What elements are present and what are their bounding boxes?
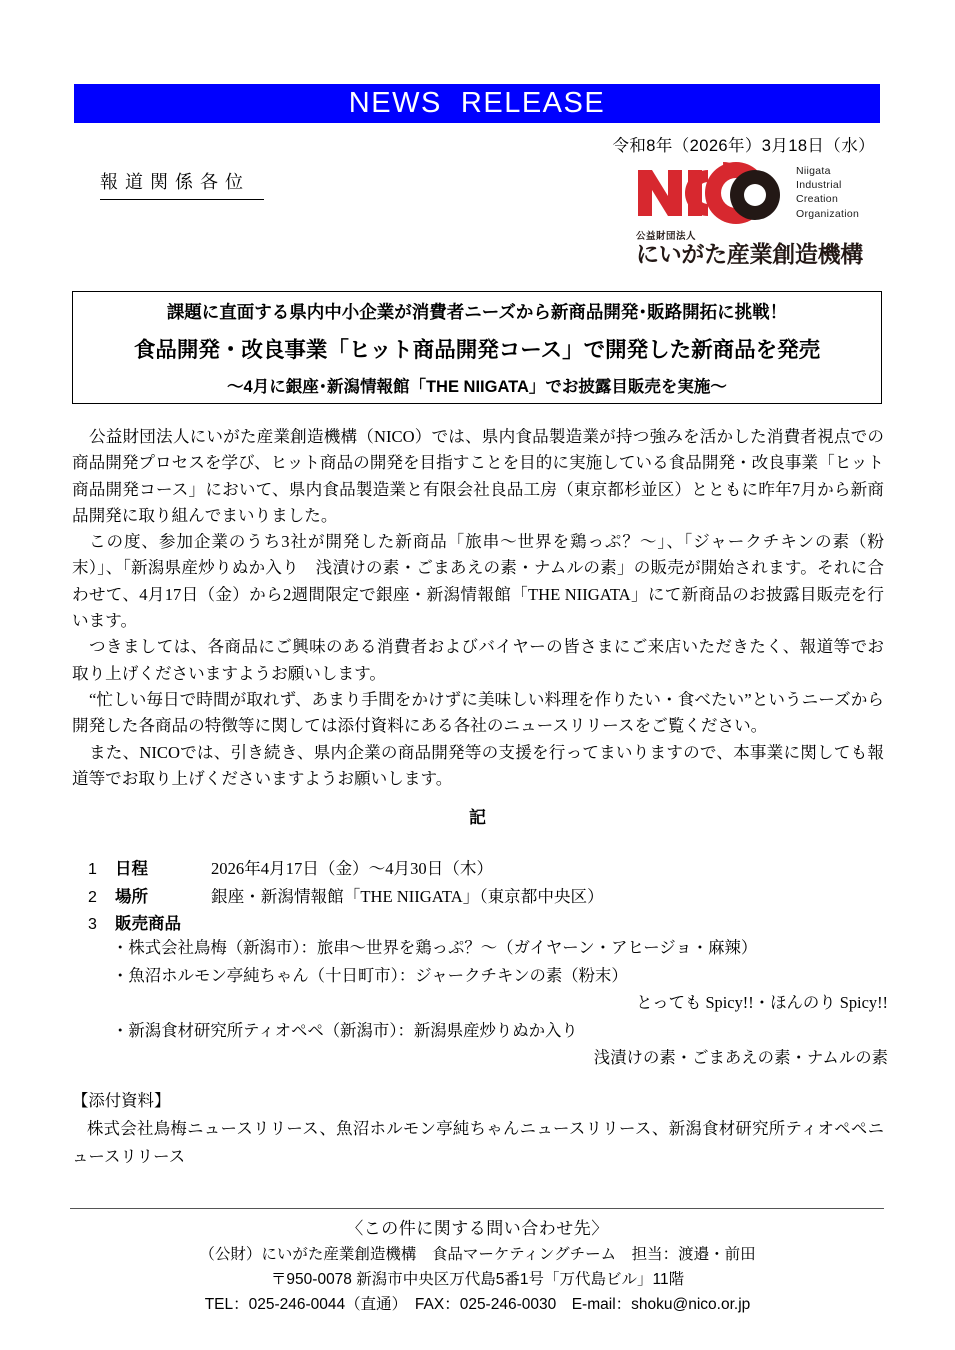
- logo-jp-large: にいがた産業創造機構: [636, 241, 864, 267]
- item-number: 2: [88, 889, 97, 906]
- details-list: [88, 855, 918, 938]
- logo-english-text: [796, 164, 859, 221]
- item-value: 2026年4月17日（金）〜4月30日（木）: [211, 859, 494, 878]
- headline-main: 食品開発・改良事業「ヒット商品開発コース」で開発した新商品を発売: [133, 337, 821, 362]
- footer-organization: （公財）にいがた産業創造機構 食品マーケティングチーム 担当：渡邉・前田: [199, 1246, 756, 1263]
- body-paragraph-4: “忙しい毎日で時間が取れず、あまり手間をかけずに美味しい料理を作りたい・食べたい”というニーズから開発した各商品の特徴等に関しては添付資料にある各社のニュースリリースをご覧ください。: [72, 689, 884, 736]
- ki-marker: 記: [469, 808, 486, 827]
- body-text: [72, 424, 884, 792]
- nico-logo: [636, 162, 886, 267]
- item-number: 1: [88, 861, 97, 878]
- product-variant-note: とっても Spicy!!・ほんのり Spicy!!: [636, 993, 888, 1012]
- attachments-section: [72, 1087, 884, 1171]
- body-paragraph-2: この度、参加企業のうち3社が開発した新商品「旅串〜世界を鶏っぷ？〜」、「ジャークチキンの素（粉末）」、「新潟県産炒りぬか入り 浅漬けの素・ごまあえの素・ナムルの素」の販売が開始されます。それに合わせて、4月17日（金）から2週間限定で銀座・新潟情報館「THE NIIGATA」にて新商品のお披露目販売を行います。: [72, 532, 884, 631]
- logo-en-line-2: Industrial: [796, 179, 842, 192]
- list-item: [88, 855, 918, 883]
- logo-en-line-1: Niigata: [796, 165, 831, 177]
- news-release-banner: [74, 84, 880, 123]
- item-number: 3: [88, 916, 97, 933]
- footer-title: 〈この件に関する問い合わせ先〉: [346, 1219, 609, 1238]
- attachments-heading: 【添付資料】: [72, 1092, 171, 1110]
- body-paragraph-1: 公益財団法人にいがた産業創造機構（NICO）では、県内食品製造業が持つ強みを活かした消費者視点での商品開発プロセスを学び、ヒット商品の開発を目指すことを目的に実施している食品開発・改良事業「ヒット商品開発コース」において、県内食品製造業と有限会社良品工房（東京都杉並区）とともに昨年7月から新商品開発に取り組んでまいりました。: [72, 427, 884, 525]
- item-value: 銀座・新潟情報館「THE NIIGATA」（東京都中央区）: [211, 887, 604, 906]
- footer-contact: [0, 1216, 955, 1317]
- body-paragraph-3: つきましては、各商品にご興味のある消費者およびバイヤーの皆さまにご来店いただきたく、報道等でお取り上げくださいますようお願いします。: [72, 637, 884, 683]
- footer-contact-details: TEL：025-246-0044（直通） FAX：025-246-0030 E-mail：shoku@nico.or.jp: [204, 1296, 751, 1313]
- product-item: ・新潟食材研究所ティオペペ（新潟市）：新潟県産炒りぬか入り: [112, 1020, 578, 1040]
- headline-sub: 〜4月に銀座･新潟情報館「THE NIIGATA」でお披露目販売を実施〜: [227, 377, 727, 396]
- footer-address: 〒950-0078 新潟市中央区万代島5番1号「万代島ビル」11階: [270, 1271, 685, 1288]
- item-label: 場所: [115, 888, 148, 906]
- headline-box: [72, 291, 882, 404]
- logo-en-line-4: Organization: [796, 207, 860, 220]
- product-item: ・株式会社鳥梅（新潟市）：旅串〜世界を鶏っぷ？〜（ガイヤーン・アヒージョ・麻辣）: [112, 938, 758, 957]
- logo-en-line-3: Creation: [796, 193, 839, 206]
- item-label: 販売商品: [115, 915, 181, 933]
- product-variant-note: 浅漬けの素・ごまあえの素・ナムルの素: [593, 1048, 888, 1067]
- headline-lead: 課題に直面する県内中小企業が消費者ニーズから新商品開発･販路開拓に挑戦！: [166, 301, 788, 322]
- nico-logo-mark-icon: [636, 162, 788, 224]
- product-list: [112, 934, 892, 1072]
- item-label: 日程: [115, 860, 148, 878]
- banner-title: NEWS RELEASE: [348, 87, 606, 119]
- body-paragraph-5: また、NICOでは、引き続き、県内企業の商品開発等の支援を行ってまいりますので、本事業に関しても報道等でお取り上げくださいますようお願いします。: [72, 742, 884, 788]
- release-date: 令和8年（2026年）3月18日（水）: [612, 137, 875, 155]
- product-item: ・魚沼ホルモン亭純ちゃん（十日町市）：ジャークチキンの素（粉末）: [112, 965, 628, 985]
- logo-jp-small: 公益財団法人: [636, 231, 697, 242]
- list-item: [88, 883, 918, 911]
- addressee-label: 報道関係各位: [100, 168, 264, 200]
- footer-divider: [70, 1208, 884, 1209]
- attachments-text: 株式会社鳥梅ニュースリリース、魚沼ホルモン亭純ちゃんニュースリリース、新潟食材研究所ティオペペニュースリリース: [72, 1120, 884, 1166]
